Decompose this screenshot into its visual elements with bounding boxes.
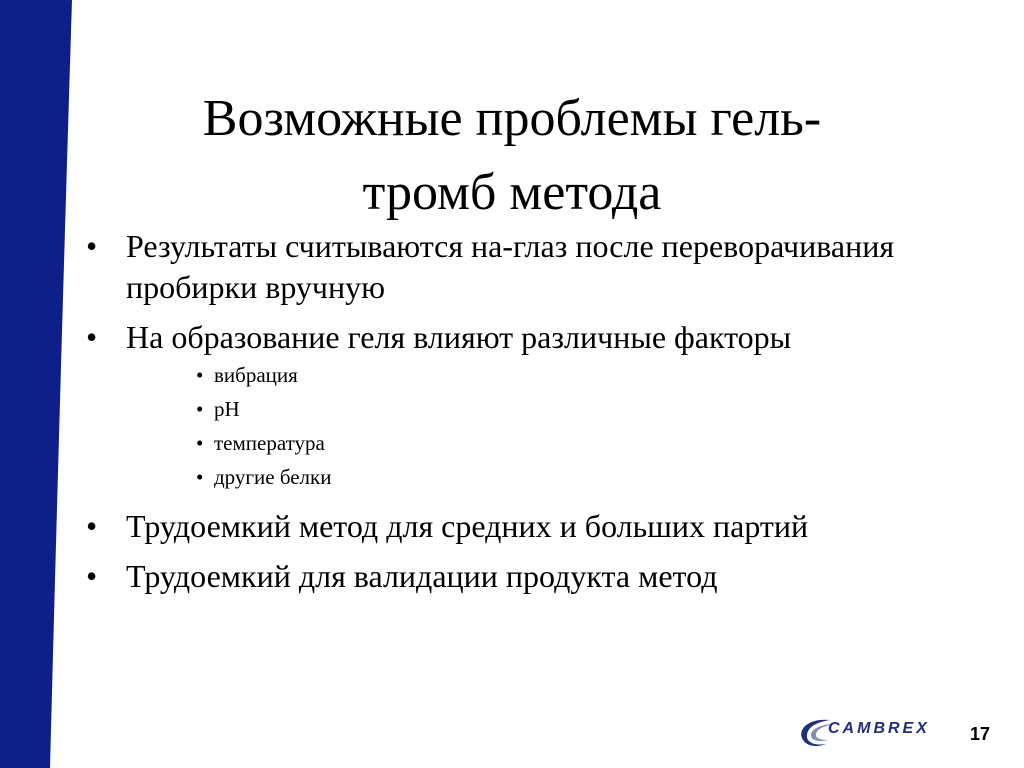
- sub-bullet-text: другие белки: [214, 465, 332, 489]
- sub-bullet-list: [86, 358, 966, 494]
- bullet-text: Трудоемкий метод для средних и больших партий: [126, 508, 809, 544]
- sub-bullet-marker: •: [196, 431, 204, 455]
- bullet-list: [86, 226, 966, 597]
- sub-bullet-item: [86, 358, 966, 392]
- bullet-marker: •: [86, 558, 98, 594]
- sub-bullet-marker: •: [196, 397, 204, 421]
- sub-bullet-marker: •: [196, 465, 204, 489]
- bullet-item: [86, 506, 966, 547]
- bullet-marker: •: [86, 228, 98, 264]
- cambrex-logo-text: CAMBREX: [828, 720, 930, 737]
- slide-title-line-1: Возможные проблемы гель-: [202, 90, 822, 147]
- sub-bullet-text: вибрация: [214, 363, 298, 387]
- slide-title-line-2: тромб метода: [362, 164, 662, 221]
- bullet-item: [86, 226, 966, 308]
- slide-title: [100, 82, 924, 230]
- sub-bullet-text: температура: [214, 431, 325, 455]
- sub-bullet-marker: •: [196, 363, 204, 387]
- cambrex-logo: [796, 714, 944, 752]
- bullet-marker: •: [86, 508, 98, 544]
- decorative-left-band: [0, 0, 90, 768]
- sub-bullet-item: [86, 460, 966, 494]
- bullet-item: [86, 317, 966, 358]
- sub-bullet-item: [86, 392, 966, 426]
- bullet-item: [86, 556, 966, 597]
- bullet-marker: •: [86, 319, 98, 355]
- bullet-text: Результаты считываются на-глаз после переворачивания пробирки вручную: [126, 228, 895, 305]
- sub-bullet-item: [86, 426, 966, 460]
- sub-bullet-text: pH: [214, 397, 240, 421]
- bullet-text: На образование геля влияют различные факторы: [126, 319, 792, 355]
- page-number: 17: [970, 724, 991, 744]
- bullet-text: Трудоемкий для валидации продукта метод: [126, 558, 718, 594]
